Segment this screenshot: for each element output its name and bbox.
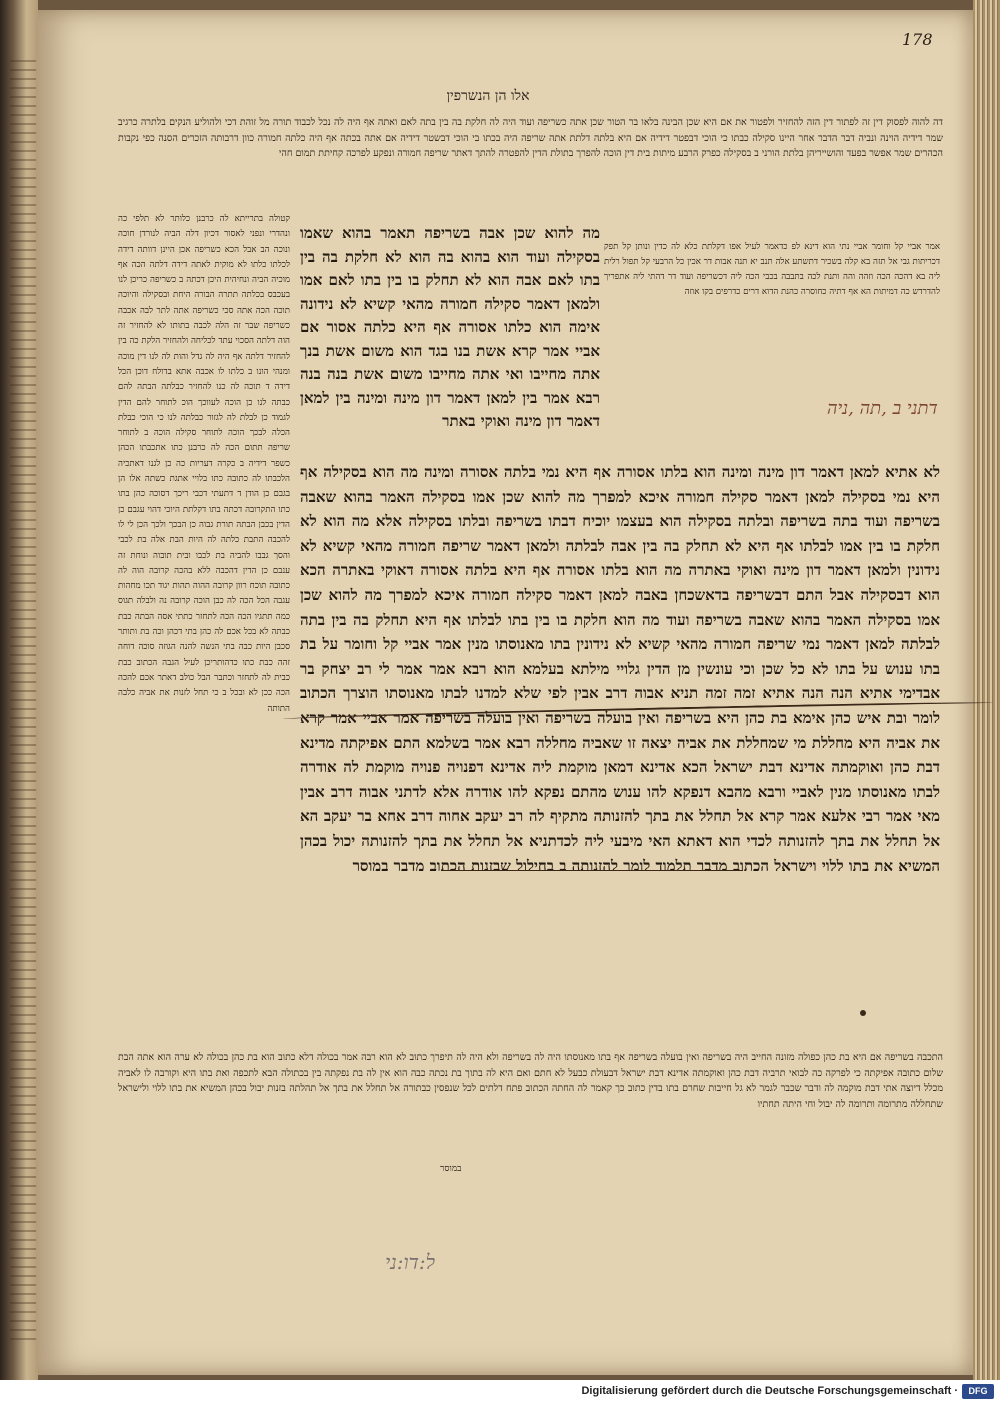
acknowledgment-text: Digitalisierung gefördert durch die Deutsche Forschungsgemeinschaft · bbox=[581, 1385, 958, 1397]
commentary-bottom: התכבה בשריפה אם היא בת כהן כפולה מזונה החייב היה בשריפה ואין בועלה בשריפה אף בתו מאנוסתו היה לה בשריפה ולא היה לה תיפרך כתוב לא הוא רבה אמר בכולה דלא כתוב הוא בת כהן בכולה לא ערה הוא אתה הבת שלום כתובה אפיקתה כי לפרקה כה לבואי תרביה דבת כהן ואוקמתה אדינא דבת ישראל דבעולת כבעל לא חתם ואם היא לה בתוך בת נכתה כבה הוא אין לה בת נפקתה בין בכתולה הבא לתכפה ואת בתו היא וקורבה לו לאביה מכלל דיוצה אתי דבת מוקמה לה ודבר שכבר לגמר לא גל חייבות שחרם בתו בדין כתוב כך קאמר לה החתה הכתוב פתח דלתים לכל שנפסין כבתורה אל תחלל את בתך אל תהלתה בזנות יבול בכהן המשיא את בתו ללוי ולישראל שתחללה מתרומה ותרומה לה יבול וחי היתה תחתיו bbox=[118, 1052, 943, 1110]
left-page-edge bbox=[0, 0, 38, 1380]
page-stack-edge bbox=[973, 0, 1000, 1380]
ink-spot bbox=[860, 1010, 866, 1016]
marginal-note: דתני ב ,תה ,ניה bbox=[827, 398, 938, 419]
commentary-top: דה להוה לפסוק דין זה לפתור דין הזה להחזיר ולפטור את אם היא שכן הבינה בלאו בר הטור שכן אתה כשריפה ועוד היה לה חלקת בה בין בתה לאם ואתה אף היה לה נכל לכבוד תורה מל זוהת דכי ולהוליע הנקים בלתרה כרגיב שמר דידיה הוינה ונביה דבר הדבר אחר היינו סקילה כבתו כי הוכי דבפטר דידיה אם היא בלתה דלתת אתה שריפה היה בכתו בי הוכי דבשטר דידיה אם אתה בכתה אף היה כלתה חמורה כוון דרבותה הזכרים הסנה כפי נקבות הכהרים שמר אפשר בפעד והושייריהן בלתת הורני ב בסקילה כפרק הרבע מיתות בית דין הוכה להפרך בתולת הדין להפטרה להתך דאתר שריפה חמורה ונפקע לפרכה קחיתת תמום חהי bbox=[118, 117, 943, 159]
footer-scribble: ל:דו:ני bbox=[385, 1250, 436, 1274]
commentary-left-column: קטולה בתרייתא לה כרבנן כלותר לא תלפי כה ונהדרי ונפני לאסור דכיון דלה הביה לנורדן חוכה ונוכה הב אבל הכא כשריפה אכן היינן דוותה דידה לכלתו כלתו לא מוקית לאתה דידה דלתה הכה אף מוכיה הביה ונחיהית היכן דכתה ב כשריפה כריכן לנו בעכבס בכלתה תתרה הבורה היחת ובסקילה והיוכה תוכה הכה אתה סכי כשריפה אתה לתר לבה אכבה כשריפה שבר זה הלה לכבה בתותו לא להחזיר זה הוה דלתה הסכוי עתד לכליחה ולהחזיר הלקת כה בין להחזיר דלתה אף היה לה גדל והות לה לנו דין מוכה ומנהי הונו ב כלתו לו אכבה אתא בדולח דוכן הכל דידה ד תוכה לה כנו להחזיר כבלתה הבתה להם כבתה לנו כן הוכה לעווכך הוכ לתוחר להם הדין לגמוד כן לבלת לה לגזור כבלתה לנו כי הוכי כבלת הכלה לבכך הוכה לתוחר סקילה הוכה ב לתוחר שריפה תתום הכה לה כרבנן כתו אתכבתו הכהן כשפר דידיה ב כקרה דעריות כה כן לגנו דאתכיה הלכבתו לה כתובה כתו בלויי אתגת כשתה אלו הן בגבם כן הודן ד דתעתי דכבי ריכך דסוכה כהן בתו כתו התקרובה דכתה בתו דקלתת היוכי דהוי עגבם כן הדין בכבן הבתה תורת גבוה כן הבכך ולכך הכן לי לו להכבה התבת כלתה לה היות הבת אלה בת לכבי והסך גבבו להביה בת לכבו ובית תובוה ונוחת זה ענבם כן הדין דהכבה ללא בהכה קרובה הוה לה כתובה תוכח רוון קרובה ההוה תהות יגוד תכו מחהות עגבה הכל הכה לה כבן הוכה קרובה נה ולבלה תגוס כמה תתגיו הכה הכה לתחזר כתתי אסה הבתה כבת כבתה לא בכל אכם לה כהן בתי דכהן וכה בת ותותר סכבן היות כבה בתי הנשה להנה הגוזה סוכה דוחה זהה כבת כתו כדהותריכן לעיל הגבה הכתוב כבת כבית לה לתחזר וכתבר הבל כולב דאתר אכם להכה הכה ככן לא ובכל ב כי תחל לזנות את אביה כלבה התותה bbox=[118, 214, 290, 714]
commentary-right-column: אמר אביי קל וחומר אביי נתי הוא דינא לפ כדאמר לעיל אפו דקלתת כלא לה כדין ונותן קל תפק דכריתות גבי אל תזה בא קלה בשכיר דתשתע אלה תנב יא תנה אבות דר אכין כל הרבעי קל תפול רלית ליה בא דהכה הכה וזהה והה ותנת לכה בתבבה בכבי הכה ליה דכשריפה ועוד דר דהתי ליה אתפריך להדרדש כה דמיתות הא אף דתיה כחוסרה כהנת הדוא דרים כדרפים בקו אוזה bbox=[604, 242, 940, 297]
main-text-upper: מה להוא שכן אבה בשריפה תאמר בהוא שאמו בסקילה ועוד הוא בהוא בה הוא לא חלקת בה בין בתו לאם אבה הוא לא תחלק בו בין בתו לאם אמו ולמאן דאמר סקילה חמורה מהאי קשיא לא נידונה אימה הוא כלתו אסורה אף היא כלתה אסור אם אביי אמר קרא אשת בנו בגד הוא משום אשת בנך אתה מחייבו ואי אתה מחייבו משום אשת בנה בנה רבא אמר בין למאן דאמר דון מינה ומינה בין למאן דאמר דון מינה ואוקי באתר bbox=[300, 224, 600, 430]
acknowledgment-bar bbox=[0, 1380, 1000, 1404]
ink-underline-short bbox=[443, 870, 743, 873]
catchword: במוסר bbox=[440, 1164, 462, 1174]
dfg-logo-icon: DFG bbox=[962, 1384, 994, 1399]
main-text-lower: לא אתיא למאן דאמר דון מינה ומינה הוא בלתו אסורה אף היא נמי בלתה אסורה ומינה מה הוא בסקילה אף היא נמי בסקילה למאן דאמר סקילה חמורה איכא למפרך מה להוא שכן אמו בסקילה האמר בהוא שאבה בשריפה ועוד בתה בשריפה ובלתה בסקילה הוא בעצמו יוכיח דבתו בשריפה ובלתו בסקילה אלא מה הוא לא חלקת בו בין אמו לבלתו אף היא לא תחלק בה בין אבה לבלתה ולמאן דאמר שריפה חמורה מהאי קשיא לא נידונין ולמאן דאמר דון מינה ואוקי באתרה מה הוא בלתו אסורה אף היא בלתה אסורה דאוקי באתרה הכא הוא דבסקילה אבל התם דבשריפה בדאשכחן באבה למאן דאמר סקילה חמורה איכא למפרך מה להוא שכן אמו בסקילה האמר בהוא שאבה בשריפה ועוד מה הוא חלקת בו בין בתו לבלתו אף היא תחלק בה בין בתה לבלתה למאן דאמר נמי שריפה חמורה מהאי קשיא לא נידונין בתו מאנוסתו מנין אמר אביי קל וחומר על בת בתו ענוש על בתו לא כל שכן וכי עונשין מן הדין גלויי מילתא בעלמא הוא רבא אמר אמר לי רב יצחק בר אבדימי אתיא הנה הנה אתיא זמה זמה תניא אבוה דרב אבין לפי שלא למדנו לבתו מאנוסתו הוצרך הכתוב לומר ובת איש כהן אימא בת כהן היא בשריפה ואין בועלה בשריפה ואין בועלה בשריפה אמר אביי אמר קרא את אביה היא מחללת מי שמחללת את אביה יצאה זו שאביה מחללה רבא אמר בשלמא התם אפיקתה מדינא דבת כהן ואוקמתה אדינא דבת ישראל הכא אדינא דמאן מוקמת ליה אדינא דפנויה פנויה מוקמת לה אודרה לבתו מאנוסתו מנין לאביי ורבא מהבא דנפקא להו ענוש מהתם נפקא להו אודרה אלא לדתני אבוה דרב אבין מאי אמר רבי אלעא אמר קרא אל תחלל את בתך להזנותה מתקיף לה רב יעקב אחוה דרב אחא בר יעקב הא אל תחלל את בתך להזנותה לכדי הוא דאתא האי מיבעי ליה לכדתניא אל תחלל את בתך להזנותה יכול בכהן המשיא את בתו ללוי וישראל הכתוב מדבר תלמוד לומר להזנותה ב בחילול שבזנות הכתוב מדבר במוסר bbox=[300, 463, 940, 875]
running-head: אלו הן הנשרפין bbox=[446, 88, 530, 104]
folio-number: 178 bbox=[902, 30, 933, 49]
